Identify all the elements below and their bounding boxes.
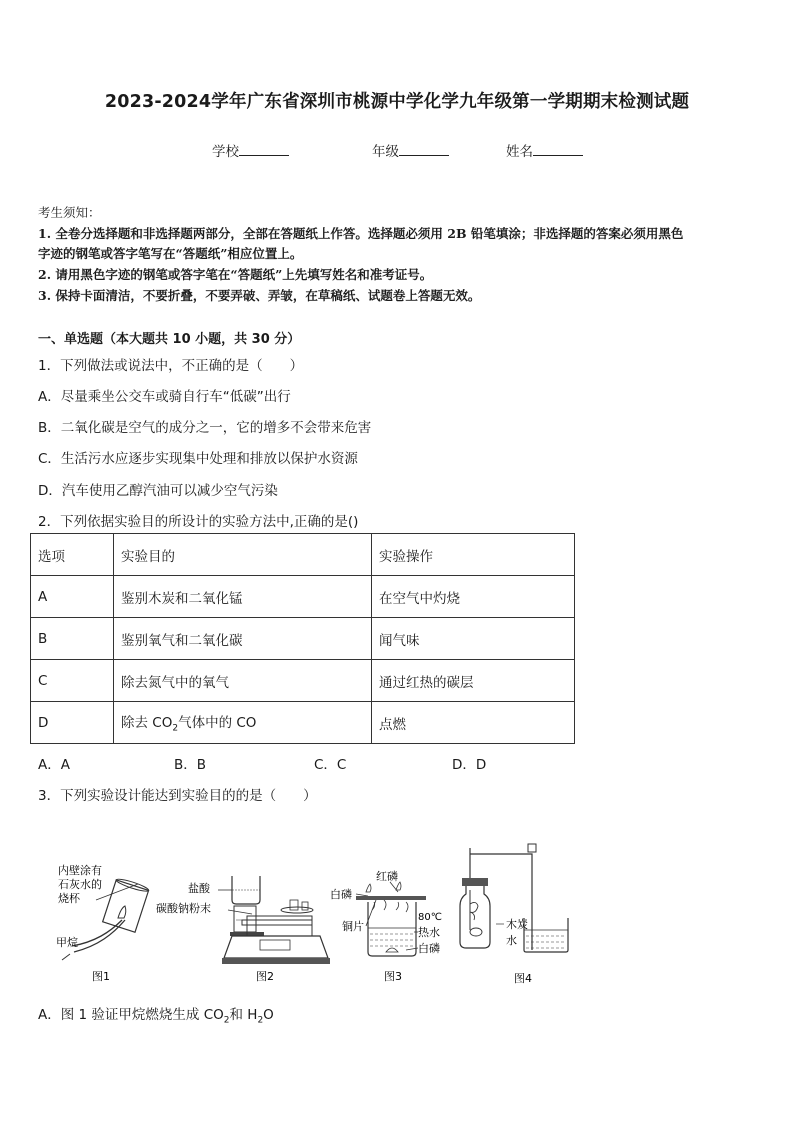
fig3-label-4: 80℃ xyxy=(418,912,442,923)
q3-option-a-pre: A．图 1 验证甲烷燃烧生成 CO xyxy=(38,1007,224,1023)
table-cell: 通过红热的碳层 xyxy=(372,660,575,702)
q3-stem: 3．下列实验设计能达到实验目的的是（ ） xyxy=(38,788,317,804)
grade-label: 年级 xyxy=(372,144,399,160)
table-cell xyxy=(114,702,372,744)
table-header-cell: 实验目的 xyxy=(114,534,372,576)
name-blank[interactable] xyxy=(533,143,583,156)
table-cell: 鉴别氧气和二氧化碳 xyxy=(114,618,372,660)
fig1-label-1: 内壁涂有 xyxy=(58,864,102,877)
fig3-caption: 图3 xyxy=(384,970,402,983)
table-cell: D xyxy=(31,702,114,744)
fig1-label-4: 甲烷 xyxy=(56,936,78,949)
figure-4 xyxy=(456,834,586,992)
table-row xyxy=(31,702,575,744)
fig4-caption: 图4 xyxy=(514,972,532,985)
notice-item-1-line-1: 1. 全卷分选择题和非选择题两部分，全部在答题纸上作答。选择题必须用 2B 铅笔填涂；非选择题的答案必须用黑色 xyxy=(38,226,684,241)
fig3-label-1: 红磷 xyxy=(376,870,398,883)
q1-stem: 1．下列做法或说法中，不正确的是（ ） xyxy=(38,358,304,374)
q2-option-b[interactable]: B．B xyxy=(174,757,207,773)
fig1-label-2: 石灰水的 xyxy=(58,878,102,891)
fig1-label-3: 烧杯 xyxy=(58,892,80,905)
row-d-goal-post: 气体中的 CO xyxy=(178,715,257,732)
q2-stem: 2．下列依据实验目的所设计的实验方法中,正确的是() xyxy=(38,514,359,530)
fig3-label-2: 白磷 xyxy=(330,888,352,901)
page-title: 2023-2024学年广东省深圳市桃源中学化学九年级第一学期期末检测试题 xyxy=(104,92,690,112)
table-cell: 闻气味 xyxy=(372,618,575,660)
table-row xyxy=(31,618,575,660)
table-header-cell: 实验操作 xyxy=(372,534,575,576)
q3-option-a[interactable] xyxy=(38,1003,274,1026)
fig1-caption: 图1 xyxy=(92,970,110,983)
notice-item-1-line-2: 字迹的钢笔或答字笔写在“答题纸”相应位置上。 xyxy=(38,246,303,261)
figure-2 xyxy=(152,860,332,992)
grade-blank[interactable] xyxy=(399,143,449,156)
figure-3 xyxy=(326,860,456,992)
q1-option-a[interactable]: A．尽量乘坐公交车或骑自行车“低碳”出行 xyxy=(38,389,291,405)
school-field[interactable] xyxy=(212,140,289,160)
q3-option-a-mid: 和 H xyxy=(229,1007,258,1023)
school-blank[interactable] xyxy=(239,143,289,156)
row-d-goal-pre: 除去 CO xyxy=(121,715,173,732)
q2-option-a[interactable]: A．A xyxy=(38,757,70,773)
notice-item-3: 3. 保持卡面清洁，不要折叠，不要弄破、弄皱，在草稿纸、试题卷上答题无效。 xyxy=(38,288,481,303)
school-label: 学校 xyxy=(212,144,239,160)
notice-item-2: 2. 请用黑色字迹的钢笔或答字笔在“答题纸”上先填写姓名和准考证号。 xyxy=(38,267,433,282)
table-cell: A xyxy=(31,576,114,618)
q2-table xyxy=(30,533,575,744)
fig4-label-1: 木炭 xyxy=(506,918,528,931)
name-label: 姓名 xyxy=(506,144,533,160)
table-cell: 除去氮气中的氧气 xyxy=(114,660,372,702)
fig2-label-1: 盐酸 xyxy=(188,882,210,895)
fig2-caption: 图2 xyxy=(256,970,274,983)
fig3-label-5: 热水 xyxy=(418,926,440,939)
table-cell: 在空气中灼烧 xyxy=(372,576,575,618)
table-header-row xyxy=(31,534,575,576)
table-cell: 鉴别木炭和二氧化锰 xyxy=(114,576,372,618)
grade-field[interactable] xyxy=(372,140,449,160)
row-d-goal-sub: 2 xyxy=(172,723,179,734)
q2-option-d[interactable]: D．D xyxy=(452,757,487,773)
notice-heading: 考生须知： xyxy=(38,205,101,220)
fig3-label-3: 铜片 xyxy=(342,920,364,933)
table-header-cell: 选项 xyxy=(31,534,114,576)
fig4-label-2: 水 xyxy=(506,934,517,947)
section-heading: 一、单选题（本大题共 10 小题，共 30 分） xyxy=(38,332,301,347)
q1-option-d[interactable]: D．汽车使用乙醇汽油可以减少空气污染 xyxy=(38,483,278,499)
table-cell: B xyxy=(31,618,114,660)
table-row xyxy=(31,660,575,702)
q3-option-a-post: O xyxy=(263,1007,274,1023)
q1-option-c[interactable]: C．生活污水应逐步实现集中处理和排放以保护水资源 xyxy=(38,451,358,467)
table-cell: 点燃 xyxy=(372,702,575,744)
name-field[interactable] xyxy=(506,140,583,160)
q3-option-a-sub2: 2 xyxy=(257,1015,264,1026)
q2-option-c[interactable]: C．C xyxy=(314,757,347,773)
q3-option-a-sub1: 2 xyxy=(223,1015,230,1026)
figure-1 xyxy=(50,860,160,992)
fig2-label-2: 碳酸钠粉末 xyxy=(156,902,211,915)
table-row xyxy=(31,576,575,618)
fig3-label-6: 白磷 xyxy=(418,942,440,955)
table-cell: C xyxy=(31,660,114,702)
q1-option-b[interactable]: B．二氧化碳是空气的成分之一，它的增多不会带来危害 xyxy=(38,420,372,436)
